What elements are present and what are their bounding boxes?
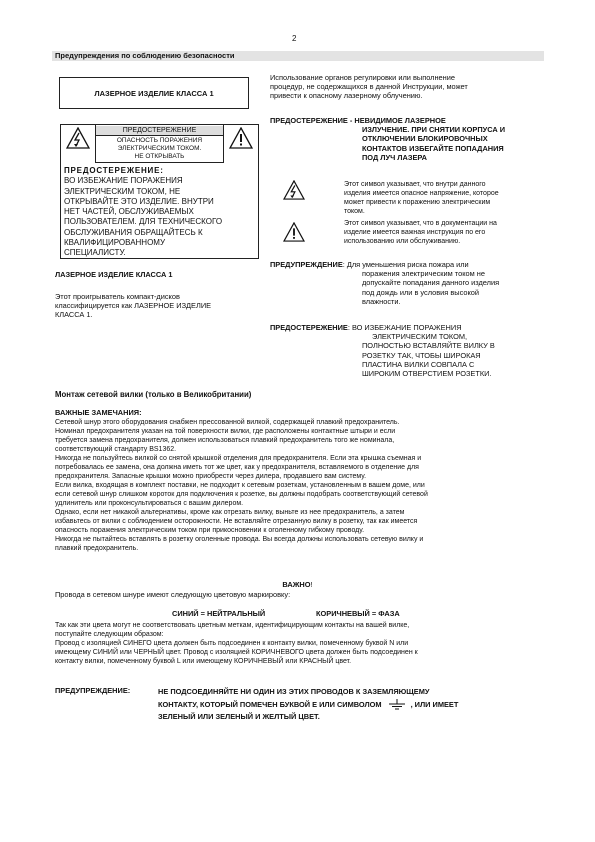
text-line: током. — [344, 208, 365, 215]
laser-class-box-text: ЛАЗЕРНОЕ ИЗДЕЛИЕ КЛАССА 1 — [94, 88, 214, 98]
text-line: привести к опасному лазерному облучению. — [270, 91, 423, 101]
wires-intro: Провода в сетевом шнуре имеют следующую цветовую маркировку: — [55, 590, 291, 599]
text-line: опасность поражения электрическим током при прикосновении к оголенному гибкому проводу. — [55, 527, 365, 534]
text-line: использованию или обслуживанию. — [344, 238, 461, 245]
text-line: Этот символ указывает, что в документации на — [344, 220, 497, 227]
warning-body-line: КВАЛИФИЦИРОВАННОМУ — [64, 238, 166, 248]
text-line: КОНТАКТУ, КОТОРЫЙ ПОМЕЧЕН БУКВОЙ Е ИЛИ СИМВОЛОМ — [158, 699, 382, 709]
text-line: ПОЛНОСТЬЮ ВСТАВЛЯЙТЕ ВИЛКУ В — [362, 341, 495, 351]
text-line: ШИРОКИМ ОТВЕРСТИЕМ РОЗЕТКИ. — [362, 369, 492, 379]
text-line: , ИЛИ ИМЕЕТ — [410, 699, 459, 709]
warning-body-line: ОТКРЫВАЙТЕ ЭТО ИЗДЕЛИЕ. ВНУТРИ — [64, 196, 214, 206]
text-line: соответствующий стандарту BS1362. — [55, 446, 177, 453]
text-line: имеющему СИНИЙ или ЧЕРНЫЙ цвет. Провод с изоляцией КОРИЧНЕВОГО цвета должен быть подсоединен к — [55, 649, 418, 656]
plug-section-title: Монтаж сетевой вилки (только в Великобритании) — [55, 390, 252, 399]
voltage-symbol-text — [344, 180, 544, 216]
warning-body-line: ВО ИЗБЕЖАНИЕ ПОРАЖЕНИЯ — [64, 176, 183, 186]
text-line: допускайте попадания данного изделия — [362, 278, 500, 288]
color-instructions — [55, 621, 545, 666]
text-line: классифицируется как ЛАЗЕРНОЕ ИЗДЕЛИЕ — [55, 301, 212, 311]
text-line: ЭЛЕКТРИЧЕСКИМ ТОКОМ, — [372, 332, 468, 342]
page-number: 2 — [292, 34, 297, 43]
laser-class-heading: ЛАЗЕРНОЕ ИЗДЕЛИЕ КЛАССА 1 — [55, 270, 173, 279]
text-line: НЕ ПОДСОЕДИНЯЙТЕ НИ ОДИН ИЗ ЭТИХ ПРОВОДОВ К ЗАЗЕМЛЯЮЩЕМУ — [158, 687, 430, 696]
text-line: КЛАССА 1. — [55, 310, 93, 320]
text-line: может привести к поражению электрическим — [344, 199, 491, 206]
text-line: : Для уменьшения риска пожара или — [342, 260, 469, 269]
text-line: удлинитель или проконсультироваться с вашим дилером. — [55, 500, 244, 507]
warning-label-title: ПРЕДОСТЕРЕЖЕНИЕ — [96, 126, 223, 136]
warning-label-line: НЕ ОТКРЫВАТЬ — [134, 153, 185, 160]
warning-label-body — [64, 166, 256, 259]
text-line: если сетевой шнур слишком короток для подключения к розетке, вы должны подобрать соответствующий сетевой — [55, 491, 428, 498]
text-line: Никогда не пытайтесь вставлять в розетку оголенные провода. Вы всегда должны использовать сетевую вилку и — [55, 536, 424, 543]
lightning-warning-icon — [283, 180, 305, 200]
text-line: предохранителя. Запасные крышки можно приобрести через дилера, продавшего вам систему. — [55, 473, 367, 480]
final-warning-label: ПРЕДУПРЕЖДЕНИЕ: — [55, 686, 131, 695]
important-title: ВАЖНО — [282, 580, 311, 589]
warning-label-line: ОПАСНОСТЬ ПОРАЖЕНИЯ — [116, 137, 203, 144]
warning-label-subtitle — [96, 137, 223, 161]
plug-caution — [270, 323, 550, 378]
text-line: Провод с изоляцией СИНЕГО цвета должен быть подсоединен к контакту вилки, помеченному буквой N или — [55, 640, 409, 647]
caution-line: ПОД ЛУЧ ЛАЗЕРА — [362, 152, 428, 162]
section-title: Предупреждения по соблюдению безопасности — [55, 51, 235, 60]
blue-neutral: СИНИЙ = НЕЙТРАЛЬНЫЙ — [172, 609, 266, 618]
text-line: поражения электрическим током не — [362, 269, 485, 279]
text-line: избавьтесь от вилки с соблюдением осторожности. Не вставляйте отрезанную вилку в розетку, так как имеется — [55, 518, 418, 525]
text-line: поступайте следующим образом: — [55, 631, 164, 638]
warning-body-line: ЭЛЕКТРИЧЕСКИМ ТОКОМ, НЕ — [64, 186, 181, 196]
warning-label-line: ЭЛЕКТРИЧЕСКИМ ТОКОМ. — [117, 145, 202, 152]
important-heading — [0, 580, 595, 589]
text-line: Если вилка, входящая в комплект поставки, не подходит к сетевым розеткам, установленным в вашем доме, или — [55, 482, 425, 489]
lightning-warning-icon — [66, 127, 90, 149]
ground-symbol-icon — [388, 699, 406, 710]
text-line: потребовалась ее замена, она должна иметь тот же цвет, как у предохранителя, вставляемого в отделение для — [55, 464, 419, 471]
fire-warning — [270, 260, 550, 306]
text-line: требуется замена предохранителя, должен использоваться плавкий предохранитель того же номинала, — [55, 437, 395, 444]
laser-class-text — [55, 292, 265, 320]
caution-line: ИЗЛУЧЕНИЕ. ПРИ СНЯТИИ КОРПУСА И — [362, 125, 506, 135]
warning-body-line: НЕТ ЧАСТЕЙ, ОБСЛУЖИВАЕМЫХ — [64, 207, 194, 217]
text-line: изделия имеется опасное напряжение, которое — [344, 190, 499, 197]
text-line: Этот проигрыватель компакт-дисков — [55, 292, 180, 301]
caution-label: ПРЕДОСТЕРЕЖЕНИЕ — [270, 323, 348, 332]
text-line: : ВО ИЗБЕЖАНИЕ ПОРАЖЕНИЯ — [347, 323, 462, 332]
text-line: плавкий предохранитель. — [55, 545, 139, 552]
text-line: Использование органов регулировки или выполнение — [270, 73, 455, 82]
text-line: ЗЕЛЕНЫЙ ИЛИ ЗЕЛЕНЫЙ И ЖЕЛТЫЙ ЦВЕТ. — [158, 712, 320, 721]
text-line: ПЛАСТИНА ВИЛКИ СОВПАЛА С — [362, 359, 475, 369]
warning-body-line: СПЕЦИАЛИСТУ. — [64, 248, 126, 258]
warning-body-line: ПОЛЬЗОВАТЕЛЕМ. ДЛЯ ТЕХНИЧЕСКОГО — [64, 217, 223, 227]
important-notes-text — [55, 418, 545, 553]
invisible-laser-caution — [270, 116, 550, 162]
controls-warning-text — [270, 73, 545, 101]
important-exclamation: ! — [310, 580, 313, 589]
text-line: процедур, не содержащихся в данной Инструкции, может — [270, 82, 468, 92]
text-line: Этот символ указывает, что внутри данного — [344, 181, 486, 188]
text-line: РОЗЕТКУ ТАК, ЧТОБЫ ШИРОКАЯ — [362, 350, 481, 360]
text-line: влажности. — [362, 296, 401, 306]
instruction-symbol-text — [344, 219, 544, 246]
important-notes-title: ВАЖНЫЕ ЗАМЕЧАНИЯ: — [55, 408, 142, 417]
text-line: Никогда не пользуйтесь вилкой со снятой крышкой отделения для предохранителя. Если эта крышка съемная и — [55, 455, 422, 462]
exclamation-warning-icon — [283, 222, 305, 242]
brown-live: КОРИЧНЕВЫЙ = ФАЗА — [316, 609, 400, 618]
final-warning-text — [158, 686, 548, 724]
text-line: контакту вилки, помеченному буквой L или имеющему КОРИЧНЕВЫЙ или КРАСНЫЙ цвет. — [55, 658, 352, 665]
exclamation-warning-icon — [229, 127, 253, 149]
text-line: Номинал предохранителя указан на той поверхности вилки, где расположены контактные штыри и если — [55, 428, 396, 435]
caution-line: КОНТАКТОВ ИЗБЕГАЙТЕ ПОПАДАНИЯ — [362, 143, 504, 153]
caution-line: ПРЕДОСТЕРЕЖЕНИЕ - НЕВИДИМОЕ ЛАЗЕРНОЕ — [270, 116, 446, 125]
warning-body-line: ОБСЛУЖИВАНИЯ ОБРАЩАЙТЕСЬ К — [64, 227, 203, 237]
text-line: изделие имеется важная инструкция по его — [344, 229, 486, 236]
caution-line: ОТКЛЮЧЕНИИ БЛОКИРОВОЧНЫХ — [362, 134, 488, 144]
text-line: Однако, если нет никакой альтернативы, кроме как отрезать вилку, выньте из нее предохранитель, а затем — [55, 509, 405, 516]
warning-label: ПРЕДУПРЕЖДЕНИЕ — [270, 260, 343, 269]
text-line: под дождь или в условия высокой — [362, 287, 480, 297]
warning-body-title: ПРЕДОСТЕРЕЖЕНИЕ: — [64, 166, 164, 175]
text-line: Так как эти цвета могут не соответствовать цветным меткам, идентифицирующим контакты на вашей вилке, — [55, 622, 410, 629]
text-line: Сетевой шнур этого оборудования снабжен прессованной вилкой, содержащей плавкий предохранитель. — [55, 419, 400, 426]
